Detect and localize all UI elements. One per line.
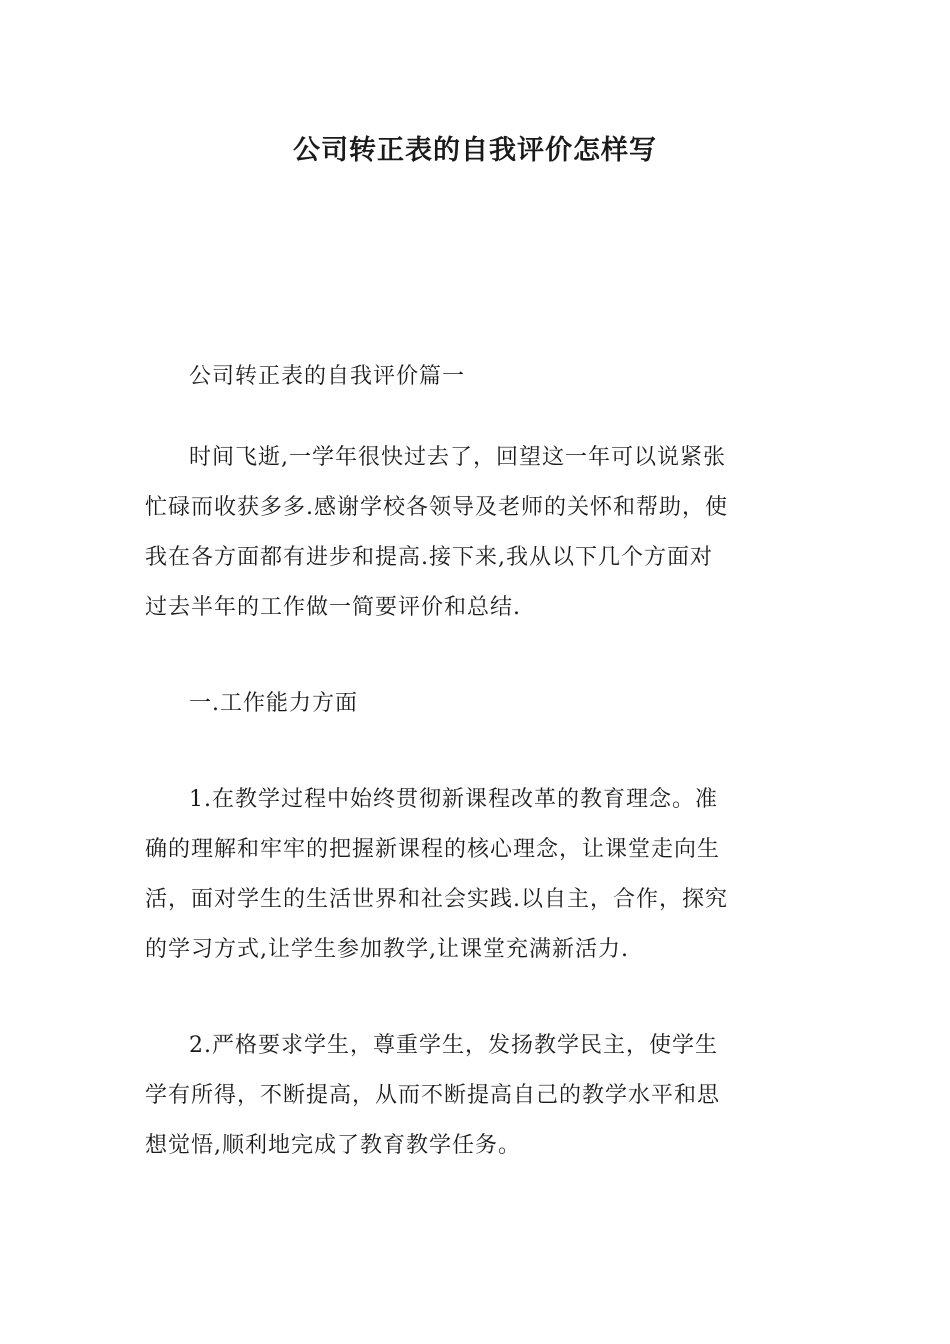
text-line: 一.工作能力方面 xyxy=(189,691,358,716)
document-body xyxy=(145,352,805,1171)
text-line: 忙碌而收获多多.感谢学校各领导及老师的关怀和帮助，使 xyxy=(145,495,728,520)
section-heading xyxy=(145,352,805,402)
text-line: 确的理解和牢牢的把握新课程的核心理念，让课堂走向生 xyxy=(145,837,721,862)
text-line: 2.严格要求学生，尊重学生，发扬教学民主，使学生 xyxy=(189,1033,718,1058)
text-line: 我在各方面都有进步和提高.接下来,我从以下几个方面对 xyxy=(145,545,713,570)
subsection-heading xyxy=(145,679,805,729)
text-line: 活，面对学生的生活世界和社会实践.以自主，合作，探究 xyxy=(145,887,728,912)
point-1-paragraph xyxy=(145,775,805,975)
text-line: 学有所得，不断提高，从而不断提高自己的教学水平和思 xyxy=(145,1083,721,1108)
point-2-paragraph xyxy=(145,1021,805,1171)
text-line: 公司转正表的自我评价篇一 xyxy=(189,364,466,389)
text-line: 想觉悟,顺利地完成了教育教学任务。 xyxy=(145,1133,521,1158)
document-title: 公司转正表的自我评价怎样写 xyxy=(293,135,657,166)
text-line: 过去半年的工作做一简要评价和总结. xyxy=(145,595,521,620)
intro-paragraph xyxy=(145,433,805,633)
text-line: 1.在教学过程中始终贯彻新课程改革的教育理念。准 xyxy=(189,787,718,812)
text-line: 的学习方式,让学生参加教学,让课堂充满新活力. xyxy=(145,937,629,962)
text-line: 时间飞逝,一学年很快过去了，回望这一年可以说紧张 xyxy=(189,445,726,470)
